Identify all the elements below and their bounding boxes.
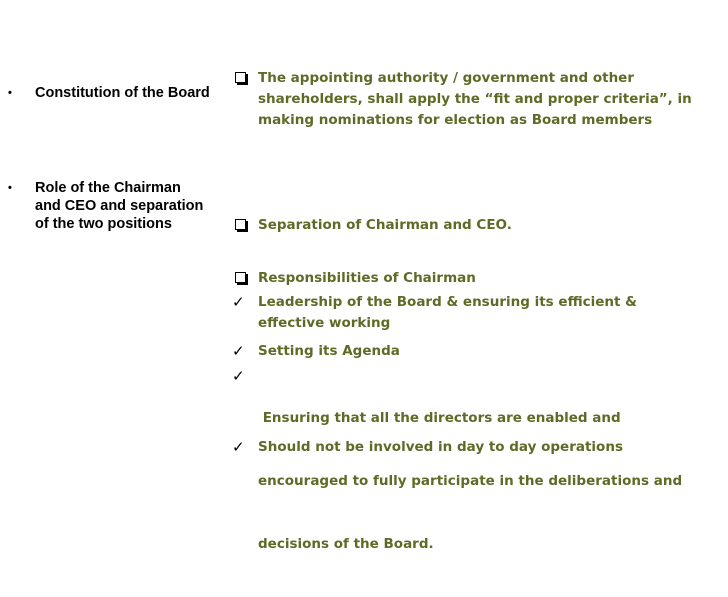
text-line: Setting its Agenda [258,343,400,359]
text-line: Should not be involved in day to day operations [258,439,623,455]
text-line: encouraged to fully participate in the deliberations and [258,473,683,489]
square-bullet-icon [232,268,252,289]
right-item-text [258,292,698,334]
text-line: Constitution of the Board [35,85,210,101]
checkmark-icon: ✓ [232,367,245,385]
text-line: of the two positions [35,216,172,232]
right-item-text [258,437,698,458]
left-item-text [35,84,235,102]
text-line: and CEO and separation [35,198,204,214]
text-line: Ensuring that all the directors are enabled and [258,410,621,426]
square-bullet-icon [232,68,252,89]
right-item-text [258,215,698,236]
right-item-text [258,366,698,597]
text-line: decisions of the Board. [258,536,434,552]
right-item-text [258,341,698,362]
checkmark-icon: ✓ [232,342,245,360]
checkmark-icon: ✓ [232,438,245,456]
text-line: Leadership of the Board & ensuring its efficient & [258,294,637,310]
text-line: The appointing authority / government and other [258,70,634,86]
bullet-dot: • [8,87,12,99]
right-item-text [258,68,698,131]
bullet-dot: • [8,182,12,194]
text-line: Role of the Chairman [35,180,181,196]
text-line: effective working [258,315,391,331]
checkmark-icon: ✓ [232,293,245,311]
text-line: shareholders, shall apply the “fit and proper criteria”, in [258,91,692,107]
text-line: Responsibilities of Chairman [258,270,476,286]
text-line: making nominations for election as Board members [258,112,653,128]
left-item-text [35,179,235,233]
square-bullet-icon [232,215,252,236]
right-item-text [258,268,698,289]
text-line: Separation of Chairman and CEO. [258,217,512,233]
